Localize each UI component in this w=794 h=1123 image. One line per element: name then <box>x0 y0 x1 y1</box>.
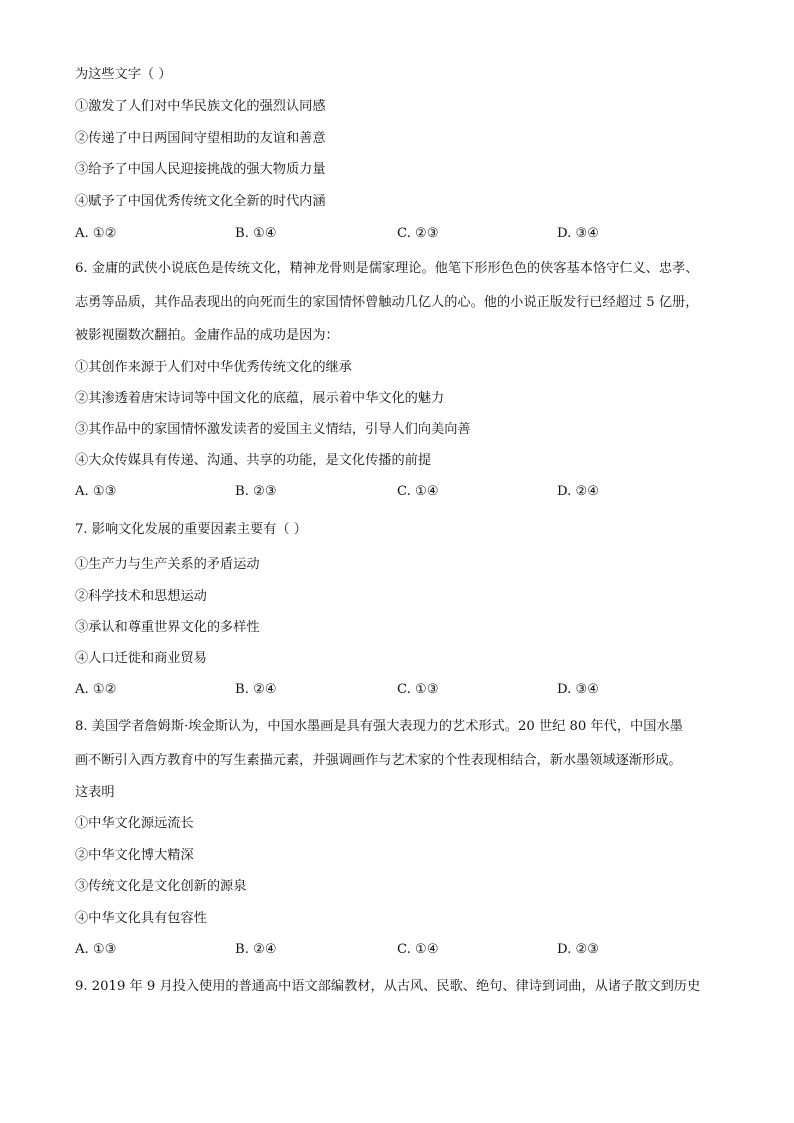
q5-item-4: ④赋予了中国优秀传统文化全新的时代内涵 <box>75 194 326 209</box>
q8-item-2: ②中华文化博大精深 <box>75 848 194 863</box>
q5-stem-tail: 为这些文字（ ） <box>75 67 172 82</box>
q6-option-c: C. ①④ <box>397 484 439 499</box>
q5-option-c: C. ②③ <box>397 226 439 241</box>
q8-option-d: D. ②③ <box>557 942 600 957</box>
q6-option-d: D. ②④ <box>557 484 600 499</box>
q5-item-2: ②传递了中日两国间守望相助的友谊和善意 <box>75 131 326 146</box>
q8-option-c: C. ①④ <box>397 942 439 957</box>
q7-item-1: ①生产力与生产关系的矛盾运动 <box>75 557 260 572</box>
q5-item-1: ①激发了人们对中华民族文化的强烈认同感 <box>75 99 326 114</box>
q8-stem-line-3: 这表明 <box>75 785 115 800</box>
q8-option-b: B. ②④ <box>235 942 277 957</box>
q9-stem-line-1: 9. 2019 年 9 月投入使用的普通高中语文部编教材，从古风、民歌、绝句、律诗到词曲，从诸子散文到历史 <box>75 979 701 994</box>
q7-option-c: C. ①③ <box>397 682 439 697</box>
q8-stem-line-1: 8. 美国学者詹姆斯·埃金斯认为，中国水墨画是具有强大表现力的艺术形式。20 世纪 80 年代，中国水墨 <box>75 719 683 734</box>
q8-option-a: A. ①③ <box>75 942 117 957</box>
q8-item-4: ④中华文化具有包容性 <box>75 911 207 926</box>
q8-stem-line-2: 画不断引入西方教育中的写生素描元素，并强调画作与艺术家的个性表现相结合，新水墨领域逐渐形成。 <box>75 753 682 768</box>
q8-item-3: ③传统文化是文化创新的源泉 <box>75 879 247 894</box>
q6-item-3: ③其作品中的家国情怀激发读者的爱国主义情结，引导人们向美向善 <box>75 422 471 437</box>
q6-stem-line-1: 6. 金庸的武侠小说底色是传统文化，精神龙骨则是儒家理论。他笔下形形色色的侠客基本恪守仁义、忠孝、 <box>75 261 699 276</box>
q5-option-b: B. ①④ <box>235 226 277 241</box>
q7-option-a: A. ①② <box>75 682 117 697</box>
q6-stem-line-3: 被影视圈数次翻拍。金庸作品的成功是因为： <box>75 328 339 343</box>
q7-item-3: ③承认和尊重世界文化的多样性 <box>75 620 260 635</box>
q5-item-3: ③给予了中国人民迎接挑战的强大物质力量 <box>75 162 326 177</box>
q7-stem-line-1: 7. 影响文化发展的重要因素主要有（ ） <box>75 522 307 537</box>
q6-item-1: ①其创作来源于人们对中华优秀传统文化的继承 <box>75 360 352 375</box>
q6-item-4: ④大众传媒具有传递、沟通、共享的功能，是文化传播的前提 <box>75 453 432 468</box>
q7-item-2: ②科学技术和思想运动 <box>75 589 207 604</box>
q5-option-a: A. ①② <box>75 226 117 241</box>
q5-option-d: D. ③④ <box>557 226 600 241</box>
q6-option-b: B. ②③ <box>235 484 277 499</box>
q6-stem-line-2: 志勇等品质，其作品表现出的向死而生的家国情怀曾触动几亿人的心。他的小说正版发行已经超过 5 亿册， <box>75 295 699 310</box>
q6-option-a: A. ①③ <box>75 484 117 499</box>
q7-item-4: ④人口迁徙和商业贸易 <box>75 651 207 666</box>
q6-item-2: ②其渗透着唐宋诗词等中国文化的底蕴，展示着中华文化的魅力 <box>75 391 445 406</box>
q8-item-1: ①中华文化源远流长 <box>75 816 194 831</box>
q7-option-b: B. ②④ <box>235 682 277 697</box>
q7-option-d: D. ③④ <box>557 682 600 697</box>
